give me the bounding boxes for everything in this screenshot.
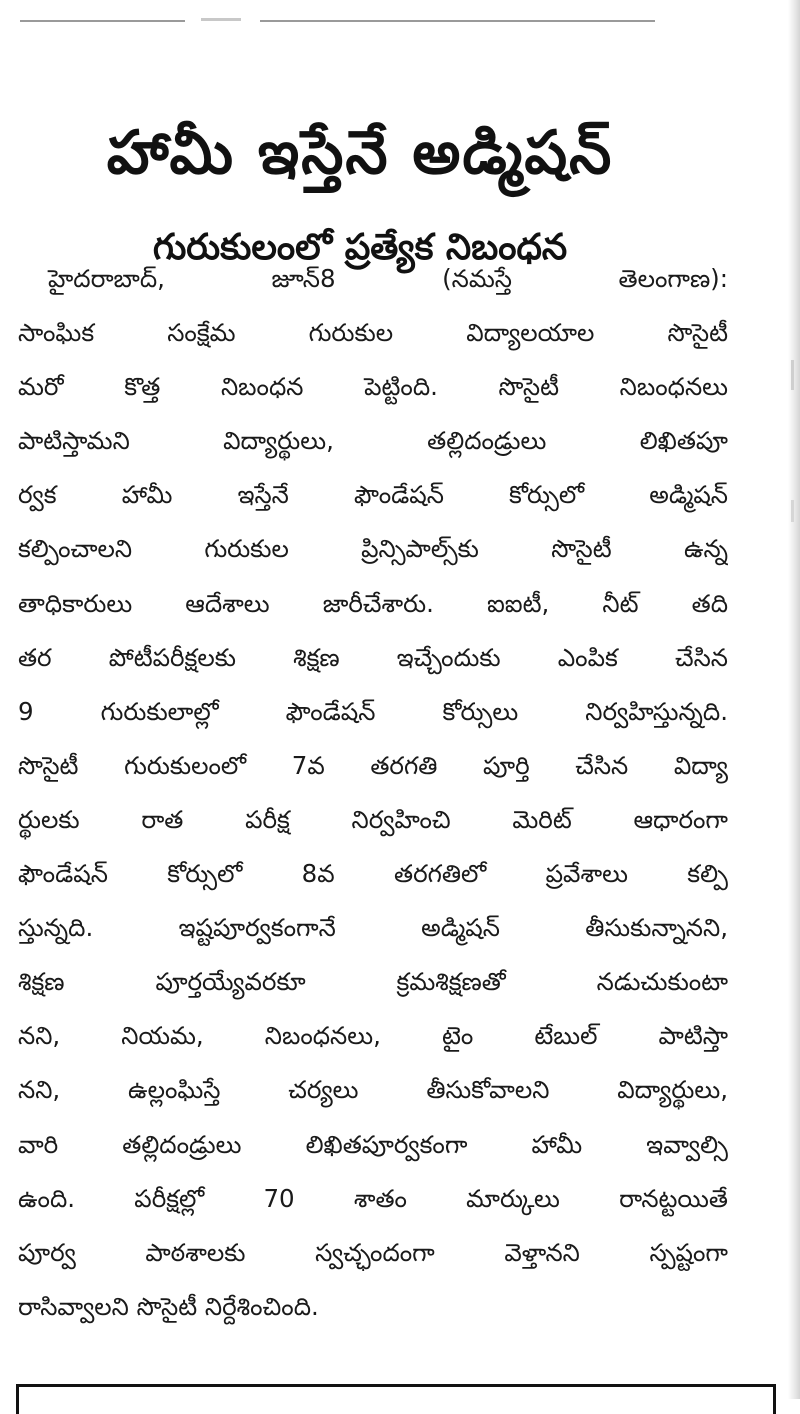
top-divider-rule (20, 20, 655, 22)
body-line: కల్పించాలని గురుకుల ప్రిన్సిపాల్స్‌కు సొసైటీ ఉన్న (18, 534, 728, 564)
article-body (18, 252, 728, 1362)
body-line: ఉంది. పరీక్షల్లో 70 శాతం మార్కులు రానట్టయితే (18, 1183, 728, 1213)
body-line: ఫౌండేషన్ కోర్సులో 8వ తరగతిలో ప్రవేశాలు కల్పి (18, 859, 728, 889)
body-line: రాసివ్వాలని సొసైటీ నిర్దేశించింది. (18, 1291, 319, 1321)
article-subheadline: గురుకులంలో ప్రత్యేక నిబంధన (152, 226, 568, 268)
body-line: పూర్వ పాఠశాలకు స్వచ్ఛందంగా వెళ్తానని స్పష్టంగా (18, 1237, 728, 1267)
top-divider-gap (185, 12, 260, 22)
body-line: సాంఘిక సంక్షేమ గురుకుల విద్యాలయాల సొసైటీ (18, 318, 728, 348)
body-line: స్తున్నది. ఇష్టపూర్వకంగానే అడ్మిషన్ తీసుకున్నానని, (18, 913, 728, 943)
body-line: తాధికారులు ఆదేశాలు జారీచేశారు. ఐఐటీ, నీట్ తది (18, 588, 728, 618)
body-line: 9 గురుకులాల్లో ఫౌండేషన్ కోర్సులు నిర్వహిస్తున్నది. (18, 696, 728, 726)
next-article-box-border (16, 1384, 776, 1414)
body-line: మరో కొత్త నిబంధన పెట్టింది. సొసైటీ నిబంధనలు (18, 372, 728, 402)
body-line: నని, ఉల్లంఘిస్తే చర్యలు తీసుకోవాలని విద్యార్థులు, (18, 1075, 728, 1105)
body-line: శిక్షణ పూర్తయ్యేవరకూ క్రమశిక్షణతో నడుచుకుంటా (18, 967, 728, 997)
body-line: ర్థులకు రాత పరీక్ష నిర్వహించి మెరిట్ ఆధారంగా (18, 804, 728, 834)
body-line: నని, నియమ, నిబంధనలు, టైం టేబుల్ పాటిస్తా (18, 1021, 728, 1051)
body-line: పాటిస్తామని విద్యార్థులు, తల్లిదండ్రులు లిఖితపూ (18, 426, 728, 456)
body-line: సొసైటీ గురుకులంలో 7వ తరగతి పూర్తి చేసిన విద్యా (18, 750, 728, 780)
body-line: ర్వక హామీ ఇస్తేనే ఫౌండేషన్ కోర్సులో అడ్మిషన్ (18, 480, 728, 510)
body-line: వారి తల్లిదండ్రులు లిఖితపూర్వకంగా హామీ ఇవ్వాల్సి (18, 1129, 728, 1159)
body-line: హైదరాబాద్, జూన్8 (నమస్తే తెలంగాణ): (48, 264, 728, 293)
article-headline: హామీ ఇస్తేనే అడ్మిషన్ (106, 118, 614, 189)
page-edge-shadow (788, 0, 800, 1399)
body-line: తర పోటీపరీక్షలకు శిక్షణ ఇచ్చేందుకు ఎంపిక చేసిన (18, 642, 728, 672)
